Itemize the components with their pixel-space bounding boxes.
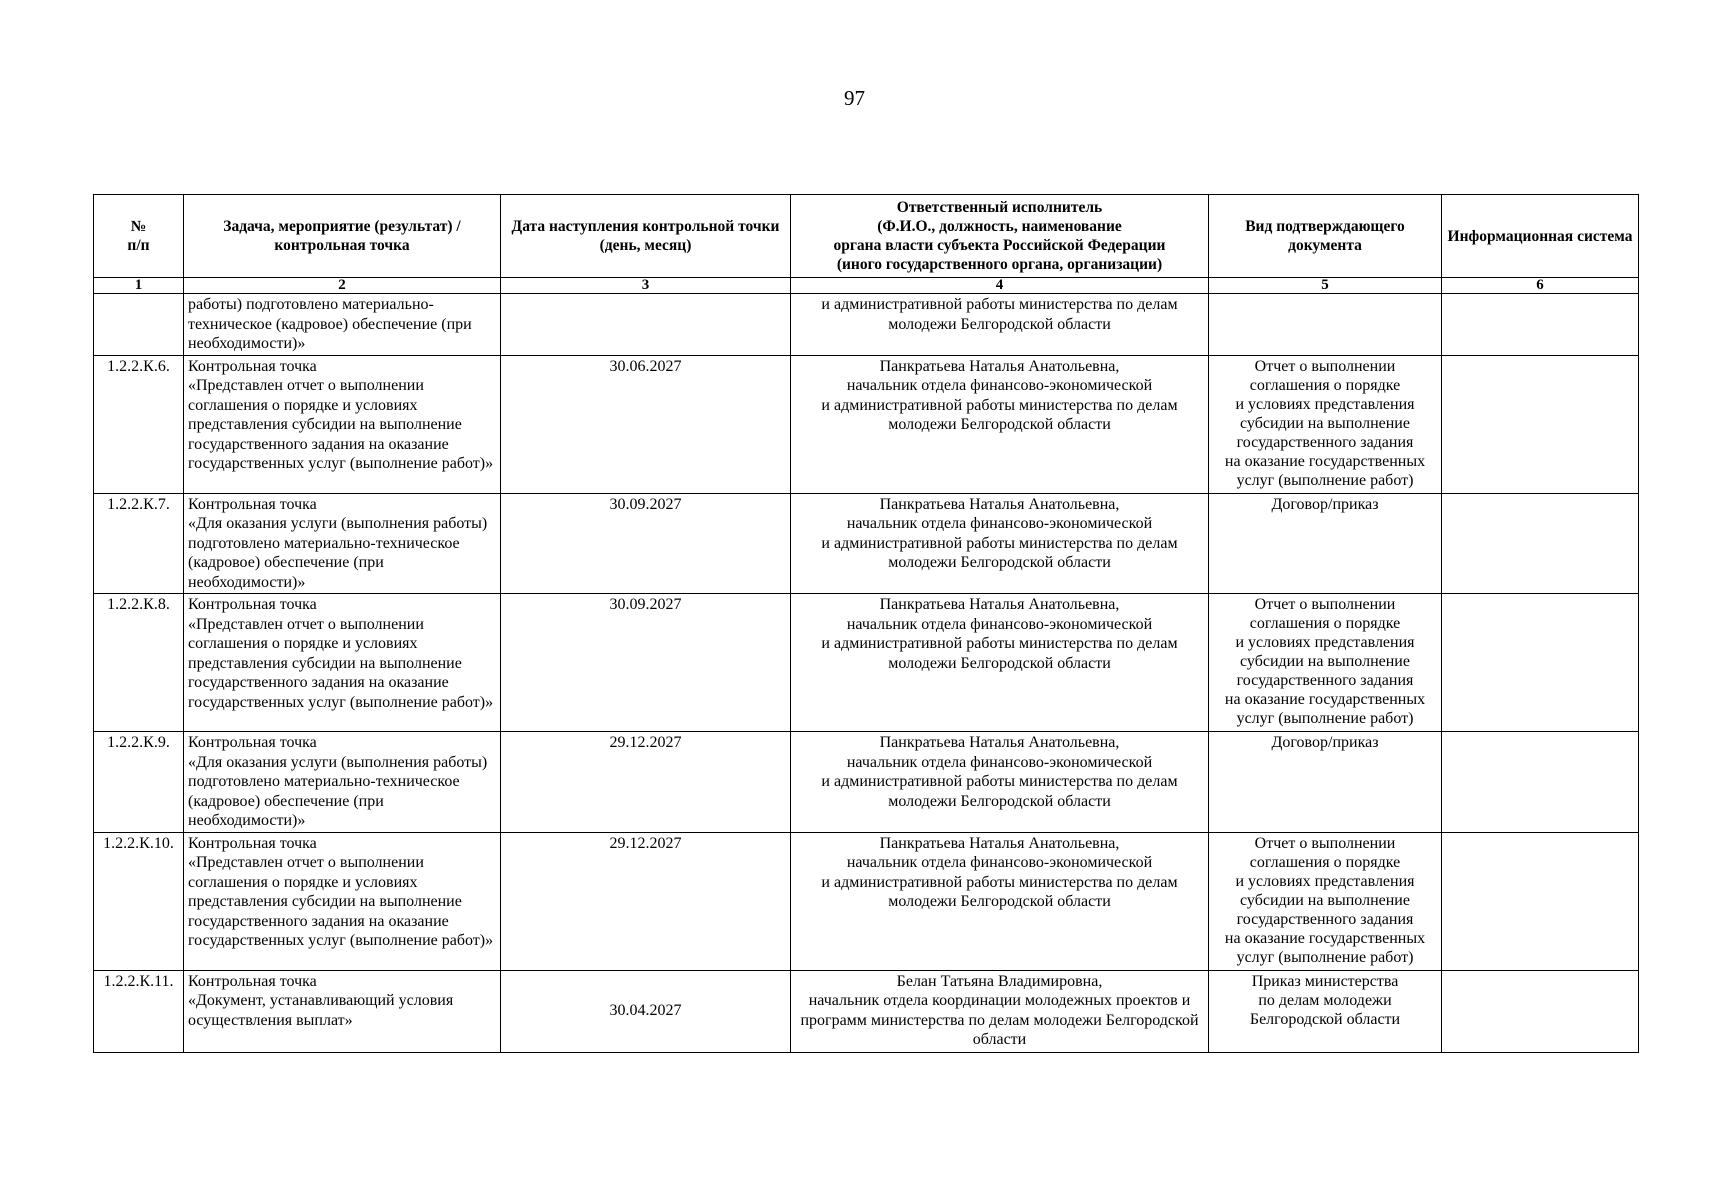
row-number: 1.2.2.К.6.	[94, 355, 184, 493]
row-task: Контрольная точка «Представлен отчет о выполнении соглашения о порядке и условиях представления субсидии на выполнение государственного задания на оказание государственных услуг (выполнение работ)»	[184, 832, 501, 970]
header-info-system: Информационная система	[1442, 195, 1639, 278]
row-task: Контрольная точка «Документ, устанавливающий условия осуществления выплат»	[184, 970, 501, 1052]
table-row	[94, 294, 1639, 356]
row-document: Приказ министерства по делам молодежи Белгородской области	[1209, 970, 1442, 1052]
row-date: 30.09.2027	[501, 493, 791, 594]
header-date: Дата наступления контрольной точки (день, месяц)	[501, 195, 791, 278]
row-info-system	[1442, 832, 1639, 970]
column-number: 3	[501, 278, 791, 294]
table-row	[94, 970, 1639, 1052]
page-number: 97	[844, 86, 865, 110]
row-number: 1.2.2.К.8.	[94, 594, 184, 732]
row-responsible: Панкратьева Наталья Анатольевна, начальник отдела финансово-экономической и административной работы министерства по делам молодежи Белгородской области	[791, 594, 1209, 732]
row-number: 1.2.2.К.7.	[94, 493, 184, 594]
column-number: 4	[791, 278, 1209, 294]
row-task: Контрольная точка «Для оказания услуги (выполнения работы) подготовлено материально-техническое (кадровое) обеспечение (при необходимости)»	[184, 493, 501, 594]
row-responsible: Белан Татьяна Владимировна, начальник отдела координации молодежных проектов и программ министерства по делам молодежи Белгородской области	[791, 970, 1209, 1052]
row-number: 1.2.2.К.11.	[94, 970, 184, 1052]
row-responsible: Панкратьева Наталья Анатольевна, начальник отдела финансово-экономической и административной работы министерства по делам молодежи Белгородской области	[791, 732, 1209, 833]
row-document: Договор/приказ	[1209, 493, 1442, 594]
row-date: 30.06.2027	[501, 355, 791, 493]
row-task: Контрольная точка «Представлен отчет о выполнении соглашения о порядке и условиях представления субсидии на выполнение государственного задания на оказание государственных услуг (выполнение работ)»	[184, 355, 501, 493]
table-row	[94, 732, 1639, 833]
row-date: 30.09.2027	[501, 594, 791, 732]
row-responsible: Панкратьева Наталья Анатольевна, начальник отдела финансово-экономической и административной работы министерства по делам молодежи Белгородской области	[791, 832, 1209, 970]
table-row	[94, 594, 1639, 732]
row-date: 29.12.2027	[501, 832, 791, 970]
row-info-system	[1442, 594, 1639, 732]
row-document: Договор/приказ	[1209, 732, 1442, 833]
row-document: Отчет о выполнении соглашения о порядке и условиях представления субсидии на выполнение государственного задания на оказание государственных услуг (выполнение работ)	[1209, 355, 1442, 493]
control-points-table	[93, 194, 1639, 1053]
row-responsible: Панкратьева Наталья Анатольевна, начальник отдела финансово-экономической и административной работы министерства по делам молодежи Белгородской области	[791, 493, 1209, 594]
row-responsible: и административной работы министерства по делам молодежи Белгородской области	[791, 294, 1209, 356]
column-number: 1	[94, 278, 184, 294]
table-row	[94, 493, 1639, 594]
row-document: Отчет о выполнении соглашения о порядке и условиях представления субсидии на выполнение государственного задания на оказание государственных услуг (выполнение работ)	[1209, 832, 1442, 970]
row-number: 1.2.2.К.10.	[94, 832, 184, 970]
column-number: 2	[184, 278, 501, 294]
row-task: Контрольная точка «Представлен отчет о выполнении соглашения о порядке и условиях представления субсидии на выполнение государственного задания на оказание государственных услуг (выполнение работ)»	[184, 594, 501, 732]
header-task: Задача, мероприятие (результат) / контрольная точка	[184, 195, 501, 278]
table-row	[94, 832, 1639, 970]
header-number: № п/п	[94, 195, 184, 278]
row-date: 29.12.2027	[501, 732, 791, 833]
row-document	[1209, 294, 1442, 356]
row-number	[94, 294, 184, 356]
row-info-system	[1442, 970, 1639, 1052]
column-number: 6	[1442, 278, 1639, 294]
row-info-system	[1442, 732, 1639, 833]
row-task: работы) подготовлено материально-техническое (кадровое) обеспечение (при необходимости)»	[184, 294, 501, 356]
column-numbers-row	[94, 278, 1639, 294]
row-responsible: Панкратьева Наталья Анатольевна, начальник отдела финансово-экономической и административной работы министерства по делам молодежи Белгородской области	[791, 355, 1209, 493]
header-responsible: Ответственный исполнитель (Ф.И.О., должность, наименование органа власти субъекта Российской Федерации (иного государственного органа, организации)	[791, 195, 1209, 278]
row-date: 30.04.2027	[501, 970, 791, 1052]
row-info-system	[1442, 493, 1639, 594]
row-document: Отчет о выполнении соглашения о порядке и условиях представления субсидии на выполнение государственного задания на оказание государственных услуг (выполнение работ)	[1209, 594, 1442, 732]
table-row	[94, 355, 1639, 493]
row-date	[501, 294, 791, 356]
table-header-row	[94, 195, 1639, 278]
header-document-type: Вид подтверждающего документа	[1209, 195, 1442, 278]
row-number: 1.2.2.К.9.	[94, 732, 184, 833]
column-number: 5	[1209, 278, 1442, 294]
row-task: Контрольная точка «Для оказания услуги (выполнения работы) подготовлено материально-техническое (кадровое) обеспечение (при необходимости)»	[184, 732, 501, 833]
row-info-system	[1442, 294, 1639, 356]
row-info-system	[1442, 355, 1639, 493]
